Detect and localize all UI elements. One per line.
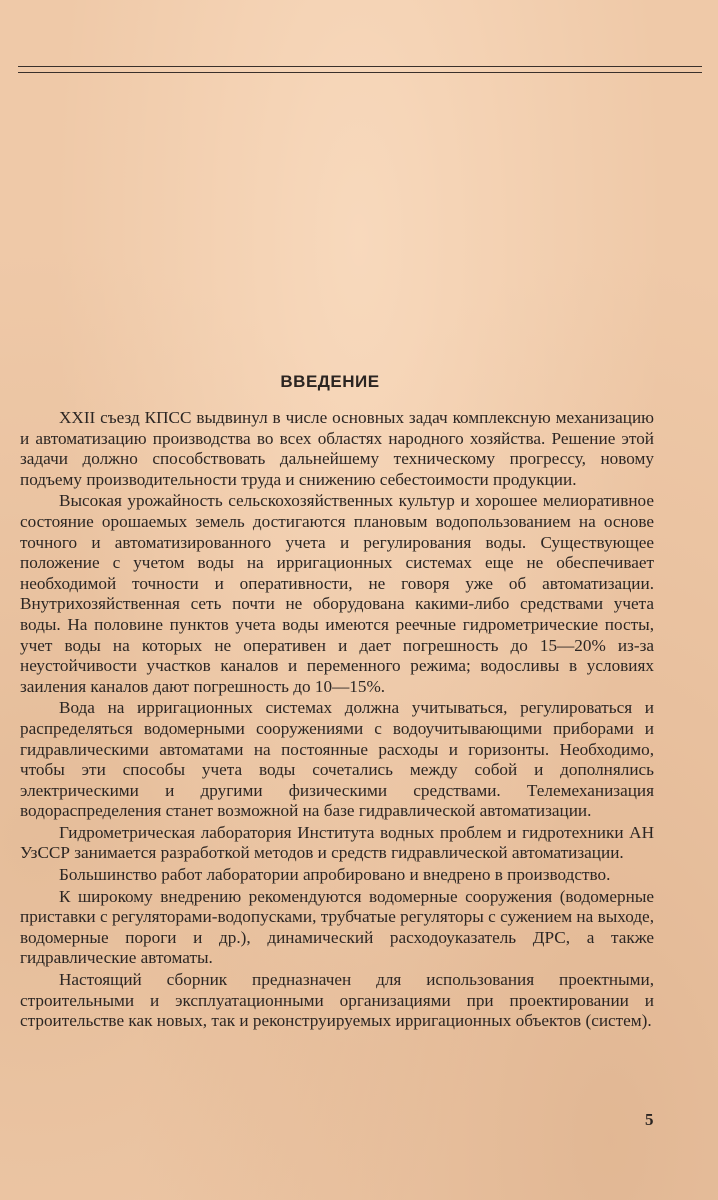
paragraph: Гидрометрическая лаборатория Института водных проблем и гидротехники АН УзССР занимается разработкой методов и средств гидравлической автоматизации. xyxy=(20,822,654,863)
paragraph: Настоящий сборник предназначен для использования проектными, строительными и эксплуатационными организациями при проектировании и строительстве как новых, так и реконструируемых ирригационных объектов (систем). xyxy=(20,970,654,1031)
body-text xyxy=(20,408,654,1033)
header-rule-top xyxy=(18,66,702,67)
paragraph: К широкому внедрению рекомендуются водомерные сооружения (водомерные приставки с регуляторами-водопусками, трубчатые регуляторы с сужением на выходе, водомерные пороги и др.), динамический расходоуказатель ДРС, а также гидравлические автоматы. xyxy=(20,886,654,968)
paragraph: Высокая урожайность сельскохозяйственных культур и хорошее мелиоративное состояние орошаемых земель достигаются плановым водопользованием на основе точного и автоматизированного учета и регулирования воды. Существующее положение с учетом воды на ирригационных системах еще не обеспечивает необходимой точности и оперативности, не говоря уже об автоматизации. Внутрихозяйственная сеть почти не оборудована какими-либо средствами учета воды. На половине пунктов учета воды имеются реечные гидрометрические посты, учет воды на которых не оперативен и дает погрешность до 15—20% из-за неустойчивости участков каналов и переменного режима; водосливы в условиях заиления каналов дают погрешность до 10—15%. xyxy=(20,491,654,696)
page-number: 5 xyxy=(645,1110,654,1129)
paragraph: XXII съезд КПСС выдвинул в числе основных задач комплексную механизацию и автоматизацию производства во всех областях народного хозяйства. Решение этой задачи должно способствовать дальнейшему техническому прогрессу, новому подъему производительности труда и снижению себестоимости продукции. xyxy=(20,408,654,489)
header-rule-bottom xyxy=(18,72,702,73)
section-title: ВВЕДЕНИЕ xyxy=(280,372,380,391)
paragraph: Большинство работ лаборатории апробировано и внедрено в производство. xyxy=(59,865,611,885)
paragraph: Вода на ирригационных системах должна учитываться, регулироваться и распределяться водомерными сооружениями с водоучитывающими приборами и гидравлическими автоматами на постоянные расходы и горизонты. Необходимо, чтобы эти способы учета воды сочетались между собой и дополнялись электрическими и другими физическими средствами. Телемеханизация водораспределения станет возможной на базе гидравлической автоматизации. xyxy=(20,698,654,821)
